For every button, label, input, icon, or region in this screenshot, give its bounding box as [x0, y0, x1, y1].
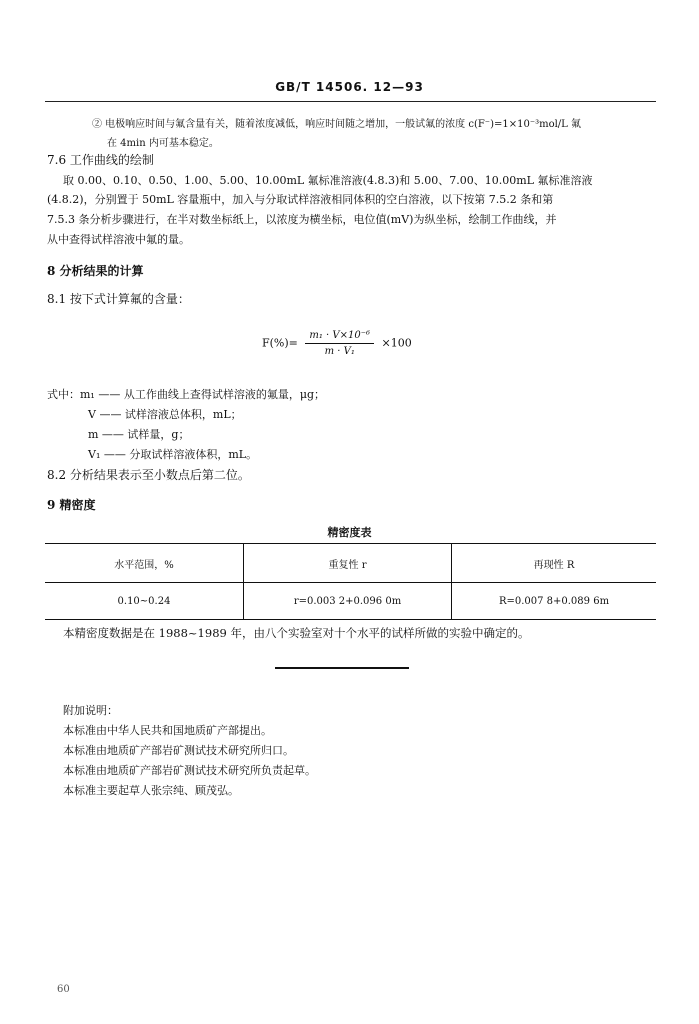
- formula-denominator: m · V₁: [324, 346, 355, 357]
- section-8-1: 8.1 按下式计算氟的含量：: [47, 292, 190, 306]
- section-8-title: 8 分析结果的计算: [47, 264, 144, 278]
- table-header-cell: 重复性 r: [244, 544, 452, 583]
- section-7-6-line-3: 7.5.3 条分析步骤进行，在半对数坐标纸上，以浓度为横坐标，电位值(mV)为纵坐标，绘制工作曲线，并: [47, 213, 557, 226]
- section-7-6-line-4: 从中查得试样溶液中氟的量。: [47, 233, 190, 246]
- appendix-title: 附加说明：: [63, 704, 118, 717]
- header-rule: [45, 101, 656, 102]
- page-number: 60: [57, 984, 70, 995]
- section-8-2: 8.2 分析结果表示至小数点后第二位。: [47, 468, 250, 482]
- section-9-title: 9 精密度: [47, 498, 96, 512]
- section-7-6-line-1: 取 0.00、0.10、0.50、1.00、5.00、10.00mL 氟标准溶液(4.8.3)和 5.00、7.00、10.00mL 氟标准溶液: [63, 174, 593, 187]
- appendix-line-4: 本标准主要起草人张宗纯、顾茂弘。: [63, 784, 239, 797]
- formula-fraction: [305, 330, 374, 357]
- section-7-6-line-2: (4.8.2)，分别置于 50mL 容量瓶中，加入与分取试样溶液相同体积的空白溶液，以下按第 7.5.2 条和第: [47, 193, 554, 206]
- table-cell: r=0.003 2+0.096 0m: [244, 583, 452, 620]
- note-line-1: ② 电极响应时间与氟含量有关，随着浓度减低，响应时间随之增加，一般试氟的浓度 c(F⁻)=1×10⁻³mol/L 氟: [92, 119, 581, 130]
- formula-lhs: F(%)=: [262, 336, 298, 350]
- table-cell: 0.10~0.24: [45, 583, 244, 620]
- table-cell: R=0.007 8+0.089 6m: [452, 583, 657, 620]
- where-line-2: V —— 试样溶液总体积，mL；: [88, 408, 242, 421]
- section-7-6-title: 7.6 工作曲线的绘制: [47, 153, 154, 167]
- where-line-1: 式中：m₁ —— 从工作曲线上查得试样溶液的氟量，μg；: [47, 388, 326, 401]
- table-caption: 精密度表: [327, 526, 372, 539]
- appendix-line-3: 本标准由地质矿产部岩矿测试技术研究所负责起草。: [63, 764, 316, 777]
- precision-table: [45, 543, 656, 620]
- document-header-code: GB/T 14506. 12—93: [275, 80, 424, 94]
- formula: [262, 330, 412, 357]
- table-header-row: [45, 544, 656, 583]
- formula-numerator: m₁ · V×10⁻⁶: [305, 330, 374, 344]
- note-line-2: 在 4min 内可基本稳定。: [107, 138, 219, 149]
- appendix-line-2: 本标准由地质矿产部岩矿测试技术研究所归口。: [63, 744, 294, 757]
- precision-footnote: 本精密度数据是在 1988~1989 年，由八个实验室对十个水平的试样所做的实验中确定的。: [63, 626, 530, 640]
- where-line-3: m —— 试样量，g；: [88, 428, 190, 441]
- end-rule: [275, 667, 409, 669]
- table-header-cell: 水平范围，%: [45, 544, 244, 583]
- formula-rhs: ×100: [381, 336, 412, 350]
- where-line-4: V₁ —— 分取试样溶液体积，mL。: [88, 448, 258, 461]
- table-header-cell: 再现性 R: [452, 544, 657, 583]
- table-row: [45, 583, 656, 620]
- appendix-line-1: 本标准由中华人民共和国地质矿产部提出。: [63, 724, 272, 737]
